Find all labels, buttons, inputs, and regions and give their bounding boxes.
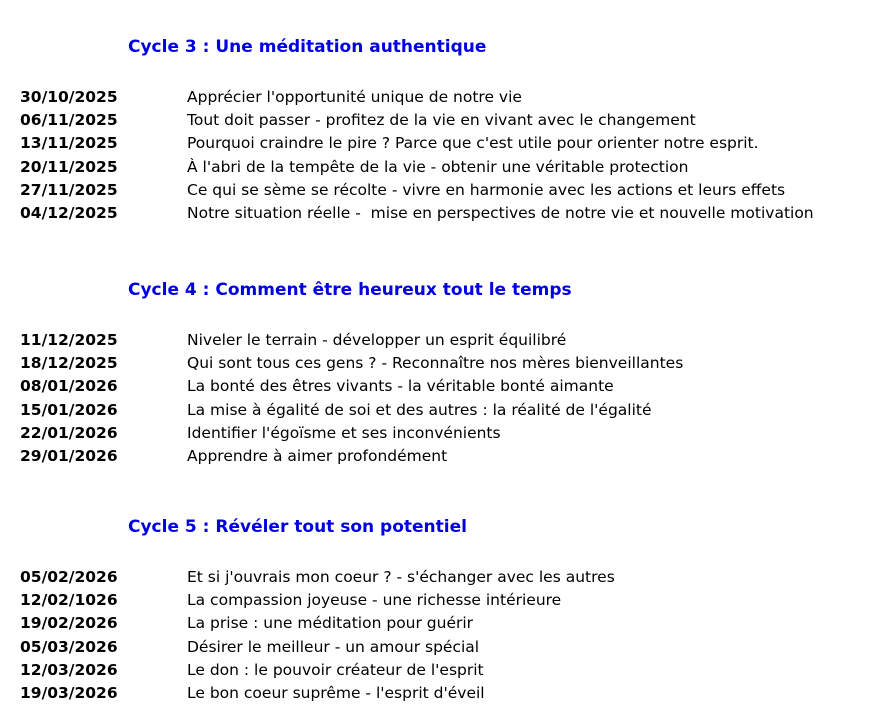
session-row [0,612,887,635]
session-date: 05/03/2026 [20,637,118,656]
session-topic: La bonté des êtres vivants - la véritable bonté aimante [187,377,614,396]
session-date: 04/12/2025 [20,203,118,222]
session-date: 29/01/2026 [20,446,118,465]
session-topic: La prise : une méditation pour guérir [187,614,474,633]
session-row [0,86,887,109]
session-date: 11/12/2025 [20,331,118,349]
session-list [0,329,887,468]
session-topic: Niveler le terrain - développer un esprit équilibré [187,331,567,349]
session-date: 05/02/2026 [20,568,118,586]
session-date: 13/11/2025 [20,134,118,153]
session-date: 27/11/2025 [20,180,118,199]
session-row [0,445,887,468]
session-topic: Identifier l'égoïsme et ses inconvénients [187,423,501,442]
session-row [0,352,887,375]
session-row [0,682,887,705]
session-topic: Désirer le meilleur - un amour spécial [187,637,480,656]
session-topic: Apprécier l'opportunité unique de notre vie [187,88,522,106]
session-date: 20/11/2025 [20,157,118,176]
session-date: 19/02/2026 [20,614,118,633]
session-date: 06/11/2025 [20,111,118,130]
session-row [0,179,887,202]
session-list [0,566,887,705]
session-date: 19/03/2026 [20,683,118,702]
session-row [0,589,887,612]
session-topic: À l'abri de la tempête de la vie - obtenir une véritable protection [187,157,689,176]
session-list [0,86,887,225]
session-topic: Tout doit passer - profitez de la vie en vivant avec le changement [187,111,696,130]
session-row [0,659,887,682]
session-row [0,329,887,352]
session-topic: La mise à égalité de soi et des autres : la réalité de l'égalité [187,400,652,419]
session-topic: Apprendre à aimer profondément [187,446,448,465]
session-date: 12/02/1026 [20,591,118,610]
session-date: 12/03/2026 [20,660,118,679]
session-topic: La compassion joyeuse - une richesse intérieure [187,591,562,610]
session-date: 30/10/2025 [20,88,118,106]
session-date: 22/01/2026 [20,423,118,442]
session-row [0,399,887,422]
session-topic: Ce qui se sème se récolte - vivre en harmonie avec les actions et leurs effets [187,180,786,199]
session-topic: Qui sont tous ces gens ? - Reconnaître nos mères bienveillantes [187,354,684,373]
session-row [0,636,887,659]
cycle-title: Cycle 4 : Comment être heureux tout le temps [128,280,572,300]
session-row [0,422,887,445]
session-date: 18/12/2025 [20,354,118,373]
session-topic: Le don : le pouvoir créateur de l'esprit [187,660,484,679]
session-date: 08/01/2026 [20,377,118,396]
cycle-title: Cycle 5 : Révéler tout son potentiel [128,517,467,537]
session-row [0,109,887,132]
session-row [0,156,887,179]
session-topic: Le bon coeur suprême - l'esprit d'éveil [187,683,485,702]
cycle-title: Cycle 3 : Une méditation authentique [128,37,487,57]
session-row [0,566,887,589]
session-topic: Notre situation réelle - mise en perspectives de notre vie et nouvelle motivation [187,203,814,222]
session-row [0,202,887,225]
session-topic: Pourquoi craindre le pire ? Parce que c'est utile pour orienter notre esprit. [187,134,759,153]
session-date: 15/01/2026 [20,400,118,419]
session-topic: Et si j'ouvrais mon coeur ? - s'échanger avec les autres [187,568,615,586]
session-row [0,132,887,155]
session-row [0,375,887,398]
